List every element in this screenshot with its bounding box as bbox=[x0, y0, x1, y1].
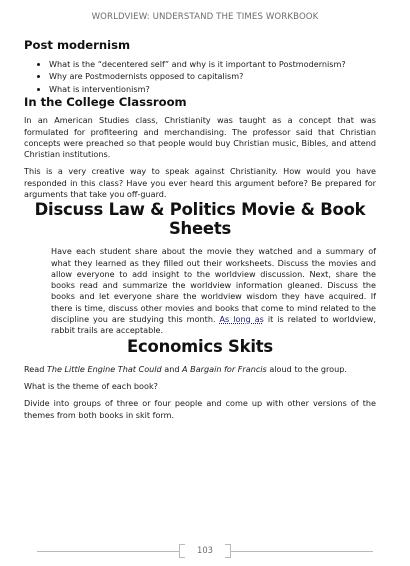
discuss-text-end: it is related to worldview, rabbit trails are acceptable. bbox=[51, 314, 376, 336]
read-and: and bbox=[161, 363, 183, 374]
college-paragraph-1: In an American Studies class, Christianity was taught as a concept that was formulated for profiteering and merchandising. The professor said that Christian concepts were preached so that people would buy Christian music, Bibles, and attend Christian institutions. bbox=[24, 115, 376, 160]
college-paragraph-2: This is a very creative way to speak against Christianity. How would you have responded in this class? Have you ever heard this argument before? Be prepared for arguments that take you off-guard. bbox=[24, 166, 376, 199]
question-item: • What is interventionism? bbox=[49, 83, 376, 95]
page-footer bbox=[37, 544, 373, 558]
question-item: • Why are Postmodernists opposed to capitalism? bbox=[49, 70, 376, 82]
college-heading: In the College Classroom bbox=[24, 95, 187, 110]
book-title-1: The Little Engine That Could bbox=[46, 363, 162, 374]
page-number: 103 bbox=[197, 545, 213, 555]
postmodernism-heading: Post modernism bbox=[24, 38, 131, 52]
economics-read-instruction bbox=[24, 364, 376, 375]
footer-rule-left bbox=[37, 551, 179, 552]
read-suffix: aloud to the group. bbox=[266, 363, 347, 374]
economics-heading: Economics Skits bbox=[127, 336, 273, 356]
discuss-heading: Discuss Law & Politics Movie & Book Sheets bbox=[34, 200, 366, 239]
footer-rule-right bbox=[231, 551, 373, 552]
page-content bbox=[24, 38, 376, 421]
discuss-text-start: Have each student share about the movie they watched and a summary of what they learned as they filled out their worksheets. Discuss the movies and allow everyone to add insight to the worldview discussion. Next, share the books read and summarize the worldview information gleaned. Discuss the books and let everyone share the worldview wisdom they have acquired. If there is time, discuss other movies and books that come to mind related to the discipline you are studying this month. bbox=[51, 246, 376, 325]
discuss-paragraph bbox=[51, 246, 376, 336]
economics-question: What is the theme of each book? bbox=[24, 380, 158, 391]
read-prefix: Read bbox=[24, 363, 47, 374]
economics-instruction: Divide into groups of three or four people and come up with other versions of the themes from both books in skit form. bbox=[24, 398, 376, 420]
running-header: WORLDVIEW: UNDERSTAND THE TIMES WORKBOOK bbox=[91, 12, 319, 22]
question-item: • What is the “decentered self” and why is it important to Postmodernism? bbox=[49, 58, 376, 70]
book-title-2: A Bargain for Francis bbox=[182, 363, 267, 374]
discuss-text-marked: As long as bbox=[219, 314, 264, 325]
postmodernism-questions bbox=[24, 58, 376, 95]
